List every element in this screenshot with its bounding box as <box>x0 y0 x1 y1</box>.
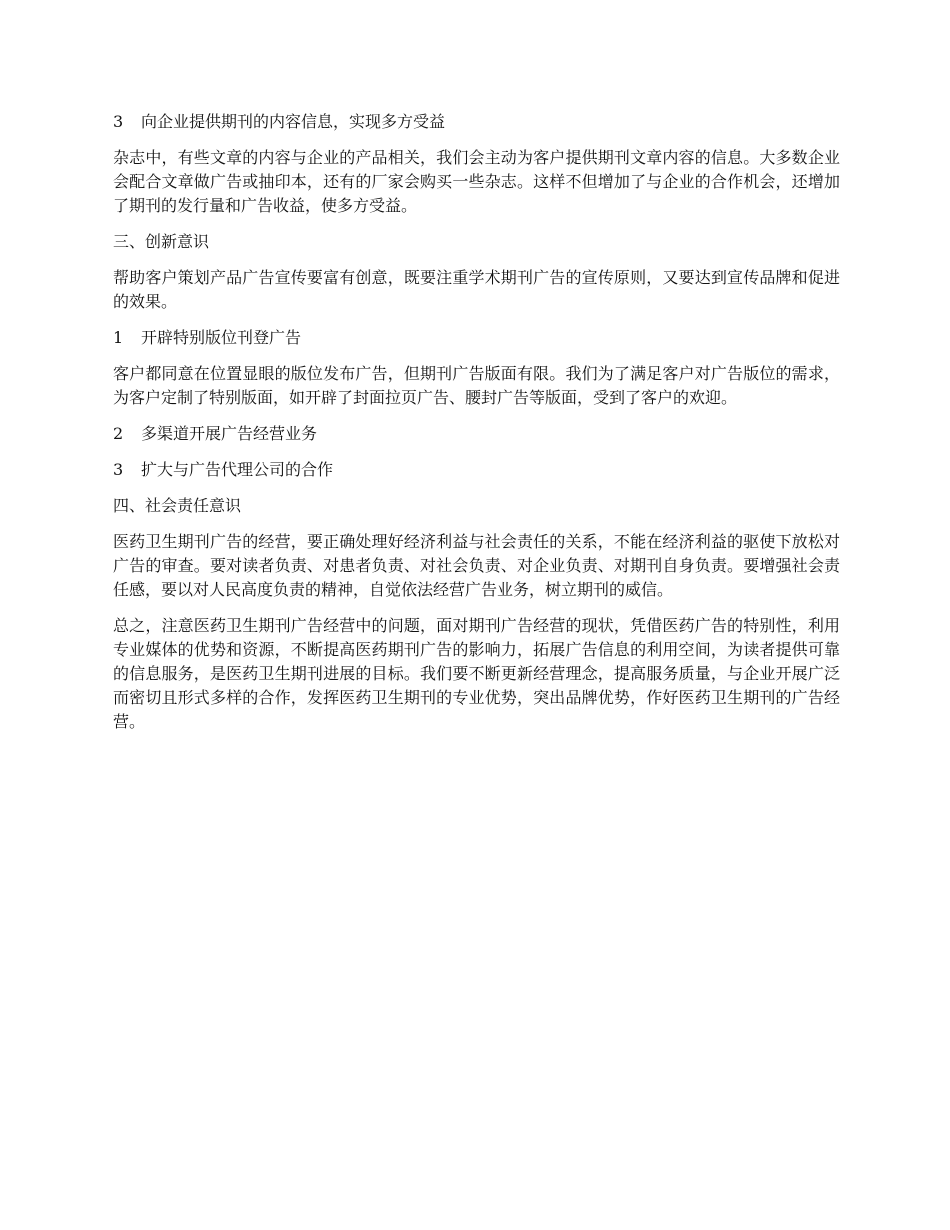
subheading-2-multi-channel <box>113 422 840 446</box>
subheading-3-provide-content-info <box>113 110 840 134</box>
heading-text: 向企业提供期刊的内容信息，实现多方受益 <box>141 112 446 131</box>
heading-text: 三、创新意识 <box>113 232 210 251</box>
paragraph-conclusion: 总之，注意医药卫生期刊广告经营中的问题，面对期刊广告经营的现状，凭借医药广告的特别性，利用专业媒体的优势和资源，不断提高医药期刊广告的影响力，拓展广告信息的利用空间，为读者提供可靠的信息服务，是医药卫生期刊进展的目标。我们要不断更新经营理念，提高服务质量，与企业开展广泛而密切且形式多样的合作，发挥医药卫生期刊的专业优势，突出品牌优势，作好医药卫生期刊的广告经营。 <box>113 616 840 731</box>
paragraph: 客户都同意在位置显眼的版位发布广告，但期刊广告版面有限。我们为了满足客户对广告版位的需求，为客户定制了特别版面，如开辟了封面拉页广告、腰封广告等版面，受到了客户的欢迎。 <box>113 364 840 407</box>
heading-number: 1 <box>113 328 124 347</box>
document-body <box>113 110 840 746</box>
heading-text: 扩大与广告代理公司的合作 <box>141 460 334 479</box>
heading-text: 四、社会责任意识 <box>113 496 242 515</box>
heading-number: 2 <box>113 424 124 443</box>
section-heading-social-responsibility <box>113 494 840 518</box>
subheading-1-special-placement <box>113 326 840 350</box>
subheading-3-agency-cooperation <box>113 458 840 482</box>
heading-number: 3 <box>113 460 124 479</box>
paragraph: 帮助客户策划产品广告宣传要富有创意，既要注重学术期刊广告的宣传原则，又要达到宣传品牌和促进的效果。 <box>113 268 840 311</box>
heading-number: 3 <box>113 112 124 131</box>
paragraph: 医药卫生期刊广告的经营，要正确处理好经济利益与社会责任的关系，不能在经济利益的驱使下放松对广告的审查。要对读者负责、对患者负责、对社会负责、对企业负责、对期刊自身负责。要增强社会责任感，要以对人民高度负责的精神，自觉依法经营广告业务，树立期刊的威信。 <box>113 532 840 599</box>
heading-text: 多渠道开展广告经营业务 <box>141 424 318 443</box>
paragraph: 杂志中，有些文章的内容与企业的产品相关，我们会主动为客户提供期刊文章内容的信息。大多数企业会配合文章做广告或抽印本，还有的厂家会购买一些杂志。这样不但增加了与企业的合作机会，还增加了期刊的发行量和广告收益，使多方受益。 <box>113 148 840 215</box>
heading-text: 开辟特别版位刊登广告 <box>141 328 302 347</box>
section-heading-innovation <box>113 230 840 254</box>
